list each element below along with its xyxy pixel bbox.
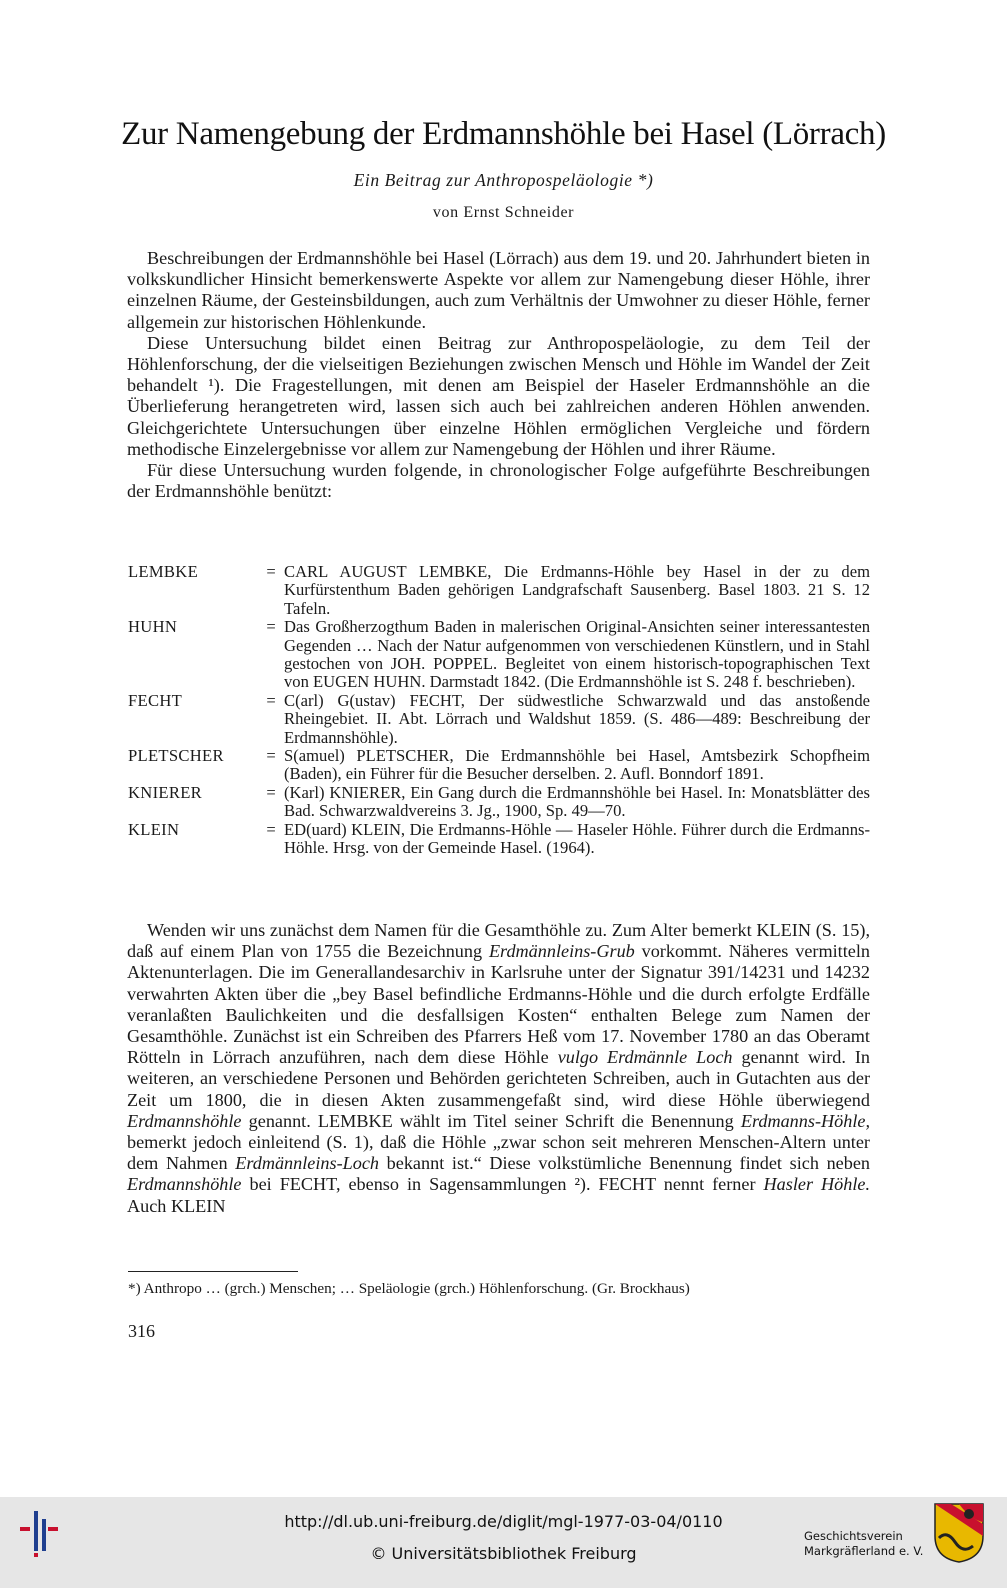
society-name-line: Geschichtsverein — [804, 1529, 903, 1543]
page-number: 316 — [128, 1321, 155, 1341]
reference-entry — [128, 563, 870, 618]
body-text-run: bemerkt jedoch einleitend (S. 1), daß die Höhle „zwar schon seit mehreren Menschen-Altern unter dem Nahmen — [127, 1132, 870, 1174]
reference-equals: = — [266, 562, 276, 581]
body-emphasis: Hasler Höhle. — [763, 1174, 870, 1195]
intro-text — [127, 248, 870, 502]
article-title: Zur Namengebung der Erdmannshöhle bei Hasel (Lörrach) — [121, 116, 886, 152]
reference-key: LEMBKE — [128, 562, 199, 581]
reference-key: PLETSCHER — [128, 746, 224, 766]
reference-entry — [128, 692, 870, 747]
article-author: von Ernst Schneider — [432, 204, 575, 221]
reference-key: KLEIN — [128, 819, 180, 839]
reference-equals: = — [266, 617, 276, 637]
body-text-run: vorkommt. Näheres vermitteln Aktenunterlagen. Die im Generallandesarchiv in Karlsruhe unter der Signatur 391/14231 und 14232 verwahrten Akten über die „bey Basel befindliche Erdmanns-Höhle und die durch erfolgte Erdfälle veranlaßten Baulichkeiten und die desfallsigen Kosten“ enthalten Belege zum Namen der Gesamthöhle. Zunächst ist ein Schreiben des Pfarrers Heß vom 17. November 1780 an das Oberamt Rötteln in Lörrach anzuführen, nach dem diese Höhle — [127, 941, 870, 1068]
footnote: *) Anthropo … (grch.) Menschen; … Speläologie (grch.) Höhlenforschung. (Gr. Brockhaus) — [128, 1280, 690, 1297]
society-name-line: Markgräflerland e. V. — [804, 1544, 924, 1558]
reference-key: HUHN — [128, 617, 178, 637]
body-text-run: bekannt ist.“ Diese volkstümliche Benennung findet sich neben — [379, 1153, 870, 1174]
intro-paragraph-3: Für diese Untersuchung wurden folgende, in chronologischer Folge aufgeführte Beschreibungen der Erdmannshöhle benützt: — [127, 460, 870, 502]
intro-paragraph-1: Beschreibungen der Erdmannshöhle bei Hasel (Lörrach) aus dem 19. und 20. Jahrhundert bieten in volkskundlicher Hinsicht bemerkenswerte Aspekte vor allem zur Namengebung dieser Höhle, ihrer einzelnen Räume, der Gesteinsbildungen, auch zum Verhältnis der Umwohner zu dieser Höhle, ferner allgemein zur historischen Höhlenkunde. — [127, 248, 870, 332]
reference-equals: = — [266, 746, 276, 766]
body-paragraph — [127, 920, 870, 1217]
body-emphasis: Erdmannshöhle — [127, 1110, 242, 1131]
footnote-divider — [128, 1271, 298, 1272]
body-emphasis: Erdmanns-Höhle, — [740, 1110, 870, 1131]
reference-entry — [128, 821, 870, 858]
intro-paragraph-2: Diese Untersuchung bildet einen Beitrag zur Anthropospeläologie, zu dem Teil der Höhlenforschung, der die vielseitigen Beziehungen zwischen Mensch und Höhle im Wandel der Zeit behandelt ¹). Die Fragestellungen, mit denen am Beispiel der Haseler Erdmannshöhle an die Überlieferung herangetreten wird, lassen sich auch bei zahlreichen anderen Höhlen anwenden. Gleichgerichtete Untersuchungen über einzelne Höhlen ermöglichen Vergleiche und fördern methodische Einzelergebnisse vor allem zur Namengebung der Höhlen und ihrer Räume. — [127, 332, 870, 459]
reference-text: (Karl) KNIERER, Ein Gang durch die Erdmannshöhle bei Hasel. In: Monatsblätter des Bad. Schwarzwaldvereins 3. Jg., 1900, Sp. 49—70. — [284, 782, 870, 821]
body-text-run: genannt. LEMBKE wählt im Titel seiner Schrift die Benennung — [241, 1110, 741, 1131]
society-name — [804, 1529, 923, 1559]
body-text-run: bei FECHT, ebenso in Sagensammlungen ²). FECHT nennt ferner — [241, 1174, 764, 1195]
reference-entry — [128, 747, 870, 784]
article-subtitle: Ein Beitrag zur Anthropospeläologie *) — [353, 170, 654, 190]
reference-entry — [128, 784, 870, 821]
reference-equals: = — [266, 782, 276, 802]
reference-text: ED(uard) KLEIN, Die Erdmanns-Höhle — Haseler Höhle. Führer durch die Erdmanns-Höhle. Hrsg. von der Gemeinde Hasel. (1964). — [284, 819, 870, 858]
reference-equals: = — [266, 690, 276, 710]
body-text-run: genannt wird. In weiteren, an verschiedene Personen und Behörden gerichteten Schreiben, auch in Gutachten aus der Zeit um 1800, die in diesen Akten zusammengefaßt sind, wird diese Höhle überwiegend — [127, 1047, 870, 1110]
reference-key: FECHT — [128, 690, 183, 710]
body-text-run: Wenden wir uns zunächst dem Namen für die Gesamthöhle zu. Zum Alter bemerkt KLEIN (S. 15), daß auf einem Plan von 1755 die Bezeichnung — [127, 920, 870, 962]
body-emphasis: Erdmännleins-Loch — [235, 1153, 380, 1174]
body-emphasis: vulgo Erdmännle Loch — [557, 1047, 733, 1068]
body-text — [127, 920, 870, 1217]
reference-text: CARL AUGUST LEMBKE, Die Erdmanns-Höhle bey Hasel in der zu dem Kurfürstenthum Baden gehörigen Landgrafschaft Sausenberg. Basel 1803. 21 S. 12 Tafeln. — [284, 562, 870, 618]
coat-of-arms-icon — [933, 1502, 985, 1564]
body-emphasis: Erdmännleins-Grub — [488, 941, 635, 962]
reference-text: S(amuel) PLETSCHER, Die Erdmannshöhle bei Hasel, Amtsbezirk Schopfheim (Baden), ein Führer für die Besucher derselben. 2. Aufl. Bonndorf 1891. — [284, 746, 870, 784]
body-emphasis: Erdmannshöhle — [127, 1174, 242, 1195]
body-text-run: Auch KLEIN — [127, 1195, 226, 1216]
copyright-notice: © Universitätsbibliothek Freiburg — [370, 1544, 637, 1563]
reference-text: C(arl) G(ustav) FECHT, Der südwestliche Schwarzwald und das anstoßende Rheingebiet. II. Abt. Lörrach und Waldshut 1859. (S. 486—489: Beschreibung der Erdmannshöhle). — [284, 690, 870, 747]
reference-entry — [128, 618, 870, 692]
source-url-link[interactable]: http://dl.ub.uni-freiburg.de/diglit/mgl-1977-03-04/0110 — [284, 1512, 723, 1531]
reference-list — [128, 563, 870, 858]
reference-text: Das Großherzogthum Baden in malerischen Original-Ansichten seiner interessantesten Gegenden … Nach der Natur aufgenommen von verschiedenen Künstlern, und in Stahl gestochen von JOH. POPPEL. Begleitet von einem historisch-topographischen Text von EUGEN HUHN. Darmstadt 1842. (Die Erdmannshöhle ist S. 248 f. beschrieben). — [284, 617, 870, 692]
reference-equals: = — [266, 819, 276, 839]
reference-key: KNIERER — [128, 782, 203, 802]
